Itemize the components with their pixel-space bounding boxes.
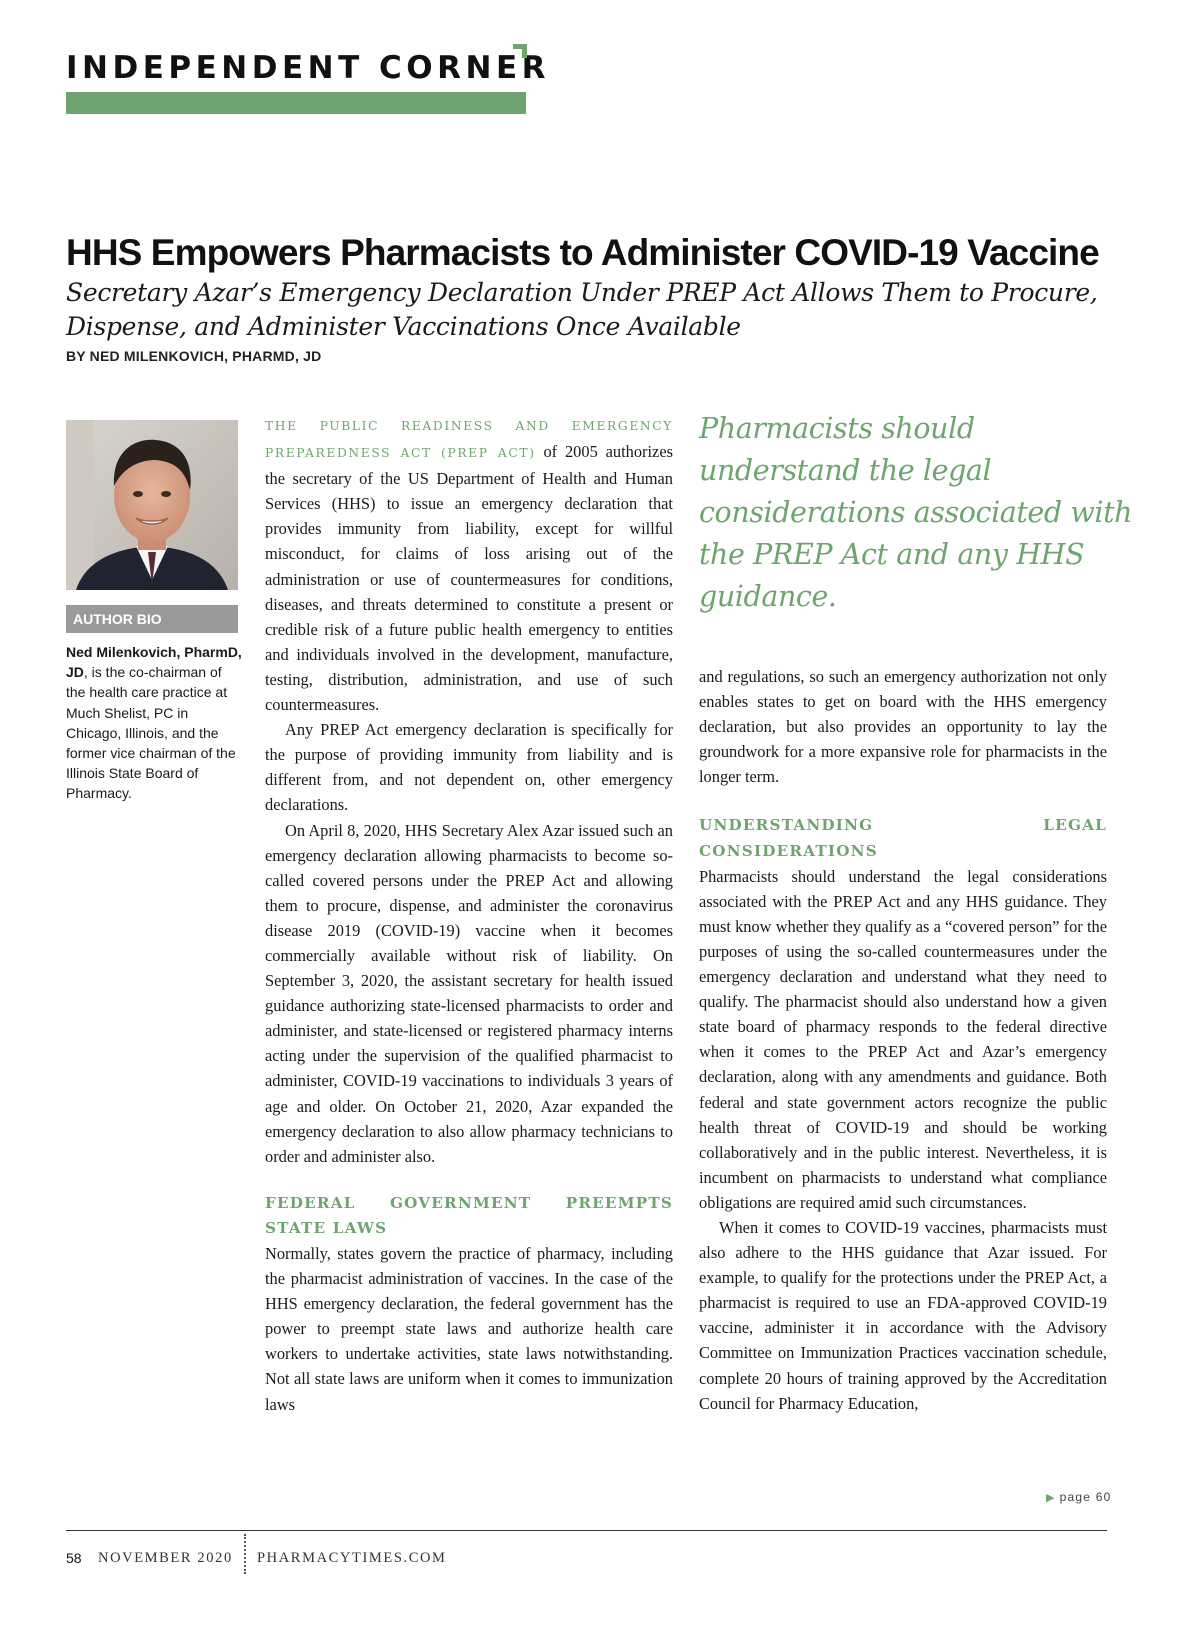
author-portrait-image xyxy=(66,420,238,590)
corner-accent-icon xyxy=(513,44,527,58)
article-column-1 xyxy=(265,412,673,1417)
section-heading: FEDERAL GOVERNMENT PREEMPTS STATE LAWS xyxy=(265,1193,673,1237)
footer-issue-date: NOVEMBER 2020 xyxy=(98,1550,233,1566)
lead-in: THE PUBLIC READINESS AND EMERGENCY PREPAREDNESS ACT (PREP ACT) xyxy=(265,419,673,461)
footer-rule xyxy=(66,1530,1107,1531)
author-name: Ned Milenkovich, PharmD, JD xyxy=(66,644,242,681)
footer-website: PHARMACYTIMES.COM xyxy=(257,1550,447,1566)
author-bio-label: AUTHOR BIO xyxy=(66,605,238,633)
paragraph: Any PREP Act emergency declaration is specifically for the purpose of providing immunity from liability and is different from, and not dependent on, other emergency declarations. xyxy=(265,720,673,815)
section-title: INDEPENDENT CORNER xyxy=(66,50,550,86)
paragraph: and regulations, so such an emergency authorization not only enables states to get on board with the HHS emergency declaration, but also provides an opportunity to lay the groundwork for a more expansive role for pharmacists in the longer term. xyxy=(699,667,1107,787)
author-photo xyxy=(66,420,238,590)
footer-page-number: 58 xyxy=(66,1550,82,1566)
spacer xyxy=(265,1169,673,1191)
footer-divider xyxy=(244,1534,246,1574)
paragraph: On April 8, 2020, HHS Secretary Alex Azar issued such an emergency declaration allowing pharmacists to become so-called covered persons under the PREP Act and allowing them to procure, dispense, and administer the coronavirus disease 2019 (COVID-19) vaccine when it becomes commercially available without risk of liability. On September 3, 2020, the assistant secretary for health issued guidance authorizing state-licensed pharmacists to order and administer, and state-licensed or registered pharmacy interns acting under the supervision of the qualified pharmacist to administer, COVID-19 vaccinations to individuals 3 years of age and older. On October 21, 2020, Azar expanded the emergency declaration to also allow pharmacy technicians to order and administer also. xyxy=(265,820,673,1166)
continued-on-page xyxy=(1046,1490,1111,1504)
paragraph: When it comes to COVID-19 vaccines, pharmacists must also adhere to the HHS guidance that Azar issued. For example, to qualify for the protections under the PREP Act, a pharmacist is required to use an FDA-approved COVID-19 vaccine, administer it in accordance with the Advisory Committee on Immunization Practices vaccination schedule, complete 20 hours of training approved by the Accreditation Council for Pharmacy Education, xyxy=(699,1217,1107,1413)
article-column-2 xyxy=(699,664,1107,1416)
author-bio-text xyxy=(66,642,242,804)
spacer xyxy=(699,789,1107,813)
section-heading: UNDERSTANDING LEGAL CONSIDERATIONS xyxy=(699,816,1107,860)
paragraph xyxy=(265,412,673,717)
arrow-right-icon: ▶ xyxy=(1046,1492,1056,1504)
section-title-bar xyxy=(66,92,526,114)
pull-quote: Pharmacists should understand the legal considerations associated with the PREP Act and any HHS guidance. xyxy=(699,412,1133,613)
paragraph-text: of 2005 authorizes the secretary of the US Department of Health and Human Services (HHS) to issue an emergency declaration that provides immunity from liability, except for willful misconduct, for claims of loss arising out of the administration or use of countermeasures for conditions, diseases, and threats determined to constitute a present or credible risk of a future public health emergency to entities and individuals involved in the development, manufacture, testing, distribution, administration, and use of such countermeasures. xyxy=(265,442,673,715)
author-bio-description: , is the co-chairman of the health care practice at Much Shelist, PC in Chicago, Illinois, and the former vice chairman of the Illinois State Board of Pharmacy. xyxy=(66,664,236,802)
continued-label: page 60 xyxy=(1059,1490,1112,1504)
paragraph: Normally, states govern the practice of pharmacy, including the pharmacist administration of vaccines. In the case of the HHS emergency declaration, the federal government has the power to preempt state laws and authorize health care workers to undertake activities, state laws notwithstanding. Not all state laws are uniform when it comes to immunization laws xyxy=(265,1244,673,1414)
article-byline: BY NED MILENKOVICH, PHARMD, JD xyxy=(66,348,322,364)
paragraph: Pharmacists should understand the legal considerations associated with the PREP Act and any HHS guidance. They must know whether they qualify as a “covered person” for the purposes of using the so-called countermeasures under the emergency declaration and understand what they need to qualify. The pharmacist should also understand how a given state board of pharmacy responds to the federal directive when it comes to the PREP Act and Azar’s emergency declaration, along with any amendments and guidance. Both federal and state government actors recognize the public health threat of COVID-19 and should be working collaboratively and in the public interest. Nevertheless, it is incumbent on pharmacists to understand what compliance obligations are required amid such circumstances. xyxy=(699,866,1107,1212)
article-subhead: Secretary Azar’s Emergency Declaration Under PREP Act Allows Them to Procure, Dispense, and Administer Vaccinations Once Available xyxy=(66,278,1098,341)
article-headline: HHS Empowers Pharmacists to Administer COVID-19 Vaccine xyxy=(66,232,1099,273)
